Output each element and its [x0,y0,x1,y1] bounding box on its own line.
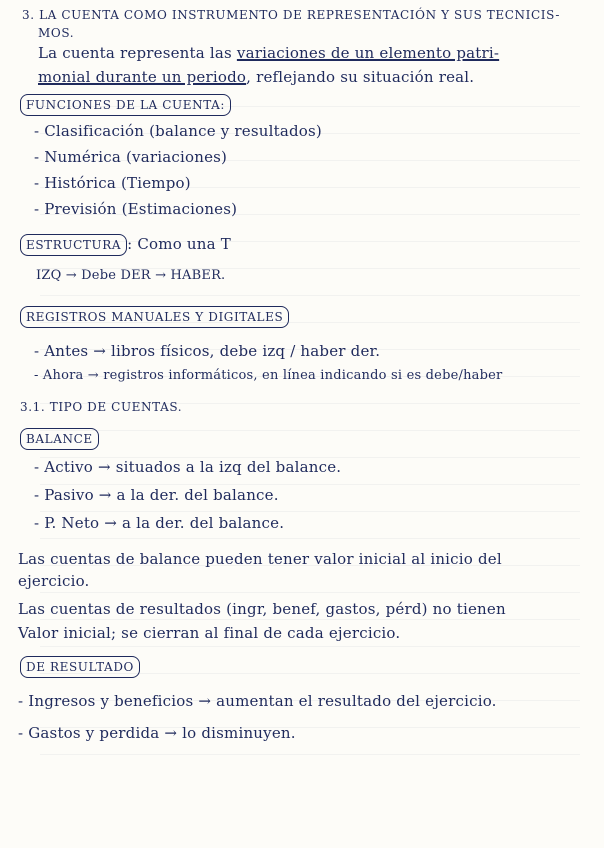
intro-line2-b: , reflejando su situación real. [246,68,475,86]
registros-item: - Ahora → registros informáticos, en línea indicando si es debe/haber [34,368,503,383]
balance-heading [20,428,99,450]
resultado-heading-label: DE RESULTADO [20,656,140,678]
funciones-heading-label: FUNCIONES DE LA CUENTA: [20,94,231,116]
resultados-note-line1: Las cuentas de resultados (ingr, benef, gastos, pérd) no tienen [18,600,506,618]
estructura-label: ESTRUCTURA [20,234,127,256]
balance-item: - P. Neto → a la der. del balance. [34,514,285,532]
funciones-item: - Clasificación (balance y resultados) [34,122,322,140]
estructura-line [20,234,231,256]
resultados-note-line2: Valor inicial; se cierran al final de cada ejercicio. [18,624,401,642]
funciones-item: - Previsión (Estimaciones) [34,200,238,218]
intro-line2 [38,68,474,86]
section-3-title-line2: MOS. [38,26,75,40]
balance-item: - Pasivo → a la der. del balance. [34,486,279,504]
balance-item: - Activo → situados a la izq del balance. [34,458,342,476]
registros-item: - Antes → libros físicos, debe izq / haber der. [34,342,381,360]
registros-heading-label: REGISTROS MANUALES Y DIGITALES [20,306,289,328]
izq-debe-der-haber: IZQ → Debe DER → HABER. [36,268,226,283]
funciones-heading [20,94,231,116]
intro-line1-b: variaciones de un elemento patri- [236,44,500,62]
balance-note-line2: ejercicio. [18,572,90,590]
resultado-item: - Ingresos y beneficios → aumentan el resultado del ejercicio. [18,692,497,710]
intro-line2-a: monial durante un periodo [38,68,247,86]
resultado-item: - Gastos y perdida → lo disminuyen. [18,724,296,742]
intro-line1 [38,44,499,62]
balance-note-line1: Las cuentas de balance pueden tener valor inicial al inicio del [18,550,502,568]
estructura-text: : Como una T [127,235,231,253]
resultado-heading [20,656,140,678]
funciones-item: - Numérica (variaciones) [34,148,228,166]
balance-heading-label: BALANCE [20,428,99,450]
intro-line1-a: La cuenta representa las [38,44,237,62]
section-3-title-line1: 3. LA CUENTA COMO INSTRUMENTO DE REPRESENTACIÓN Y SUS TECNICIS- [22,8,561,22]
funciones-item: - Histórica (Tiempo) [34,174,191,192]
registros-heading [20,306,289,328]
section-3-1-title: 3.1. TIPO DE CUENTAS. [20,400,183,414]
